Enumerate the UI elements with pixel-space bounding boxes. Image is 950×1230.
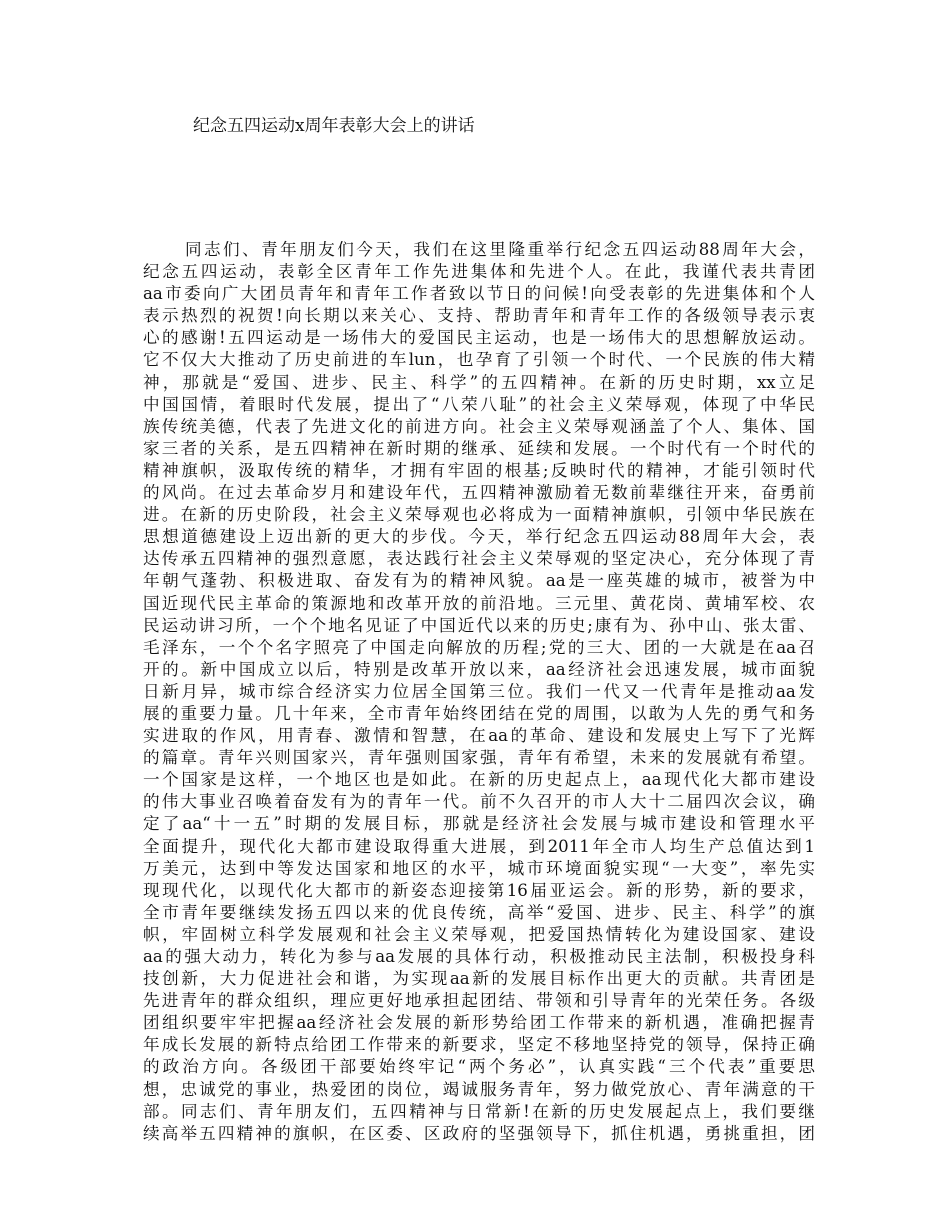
body-text-line: 团组织要牢牢把握aa经济社会发展的新形势给团工作带来的新机遇，准确把握青 [143,1013,815,1033]
body-text-line: 技创新，大力促进社会和谐，为实现aa新的发展目标作出更大的贡献。共青团是 [143,969,815,989]
body-text-line: 的政治方向。各级团干部要始终牢记“两个务必”，认真实践“三个代表”重要思 [143,1057,815,1077]
body-text-line: 纪念五四运动，表彰全区青年工作先进集体和先进个人。在此，我谨代表共青团 [143,262,815,282]
body-text-line: 家三者的关系，是五四精神在新时期的继承、延续和发展。一个时代有一个时代的 [143,438,815,458]
body-text-line: 表示热烈的祝贺!向长期以来关心、支持、帮助青年和青年工作的各级领导表示衷 [143,306,815,326]
body-text-line: 民运动讲习所，一个个地名见证了中国近代以来的历史;康有为、孙中山、张太雷、 [143,615,815,635]
body-text-line: 一个国家是这样，一个地区也是如此。在新的历史起点上，aa现代化大都市建设 [143,770,815,790]
body-text-line: 先进青年的群众组织，理应更好地承担起团结、带领和引导青年的光荣任务。各级 [143,991,815,1011]
body-text-line: 想，忠诚党的事业，热爱团的岗位，竭诚服务青年，努力做党放心、青年满意的干 [143,1079,815,1099]
body-text-line: 同志们、青年朋友们今天，我们在这里隆重举行纪念五四运动88周年大会， [185,240,815,259]
body-text-line: 中国国情，着眼时代发展，提出了“八荣八耻”的社会主义荣辱观，体现了中华民 [143,394,815,414]
body-text-line: 现现代化，以现代化大都市的新姿态迎接第16届亚运会。新的形势，新的要求， [143,880,815,900]
body-text-line: 它不仅大大推动了历史前进的车lun，也孕育了引领一个时代、一个民族的伟大精 [143,350,815,370]
body-text-line: 全面提升，现代化大都市建设取得重大进展，到2011年全市人均生产总值达到1 [143,836,815,856]
body-text-line: 全市青年要继续发扬五四以来的优良传统，高举“爱国、进步、民主、科学”的旗 [143,902,815,922]
body-text-line: aa的强大动力，转化为参与aa发展的具体行动，积极推动民主法制，积极投身科 [143,947,815,966]
body-text-line: 神，那就是“爱国、进步、民主、科学”的五四精神。在新的历史时期，xx立足 [143,372,815,392]
body-text-line: 帜，牢固树立科学发展观和社会主义荣辱观，把爱国热情转化为建设国家、建设 [143,924,815,944]
body-text-line: 达传承五四精神的强烈意愿，表达践行社会主义荣辱观的坚定决心，充分体现了青 [143,549,815,569]
body-text-line: 心的感谢!五四运动是一场伟大的爱国民主运动，也是一场伟大的思想解放运动。 [143,328,815,348]
body-text-line: aa市委向广大团员青年和青年工作者致以节日的问候!向受表彰的先进集体和个人 [143,284,815,304]
body-text-line: 开的。新中国成立以后，特别是改革开放以来，aa经济社会迅速发展，城市面貌 [143,659,815,679]
body-text-line: 族传统美德，代表了先进文化的前进方向。社会主义荣辱观涵盖了个人、集体、国 [143,416,815,436]
body-text-line: 日新月异，城市综合经济实力位居全国第三位。我们一代又一代青年是推动aa发 [143,681,815,701]
body-text-line: 实进取的作风，用青春、激情和智慧，在aa的革命、建设和发展史上写下了光辉 [143,726,815,746]
body-text-line: 年成长发展的新特点给团工作带来的新要求，坚定不移地坚持党的领导，保持正确 [143,1035,815,1055]
document-body [143,239,815,1145]
body-text-line: 定了aa“十一五”时期的发展目标，那就是经济社会发展与城市建设和管理水平 [143,814,815,834]
body-text-line: 的篇章。青年兴则国家兴，青年强则国家强，青年有希望，未来的发展就有希望。 [143,748,815,768]
body-text-line: 年朝气蓬勃、积极进取、奋发有为的精神风貌。aa是一座英雄的城市，被誉为中 [143,571,815,591]
body-text-line: 精神旗帜，汲取传统的精华，才拥有牢固的根基;反映时代的精神，才能引领时代 [143,460,815,480]
body-text-line: 的风尚。在过去革命岁月和建设年代，五四精神激励着无数前辈继往开来，奋勇前 [143,483,815,503]
body-text-line: 部。同志们、青年朋友们，五四精神与日常新!在新的历史发展起点上，我们要继 [143,1101,815,1121]
body-text-line: 思想道德建设上迈出新的更大的步伐。今天，举行纪念五四运动88周年大会，表 [143,527,815,547]
body-text-line: 万美元，达到中等发达国家和地区的水平，城市环境面貌实现“一大变”，率先实 [143,858,815,878]
body-text-line: 国近现代民主革命的策源地和改革开放的前沿地。三元里、黄花岗、黄埔军校、农 [143,593,815,613]
body-text-line: 的伟大事业召唤着奋发有为的青年一代。前不久召开的市人大十二届四次会议，确 [143,792,815,812]
body-text-line: 毛泽东，一个个名字照亮了中国走向解放的历程;党的三大、团的一大就是在aa召 [143,637,815,657]
body-text-line: 进。在新的历史阶段，社会主义荣辱观也必将成为一面精神旗帜，引领中华民族在 [143,505,815,525]
body-text-line: 展的重要力量。几十年来，全市青年始终团结在党的周围，以敢为人先的勇气和务 [143,703,815,723]
body-text-line: 续高举五四精神的旗帜，在区委、区政府的坚强领导下，抓住机遇，勇挑重担，团 [143,1123,815,1143]
document-title: 纪念五四运动x周年表彰大会上的讲话 [193,116,475,136]
